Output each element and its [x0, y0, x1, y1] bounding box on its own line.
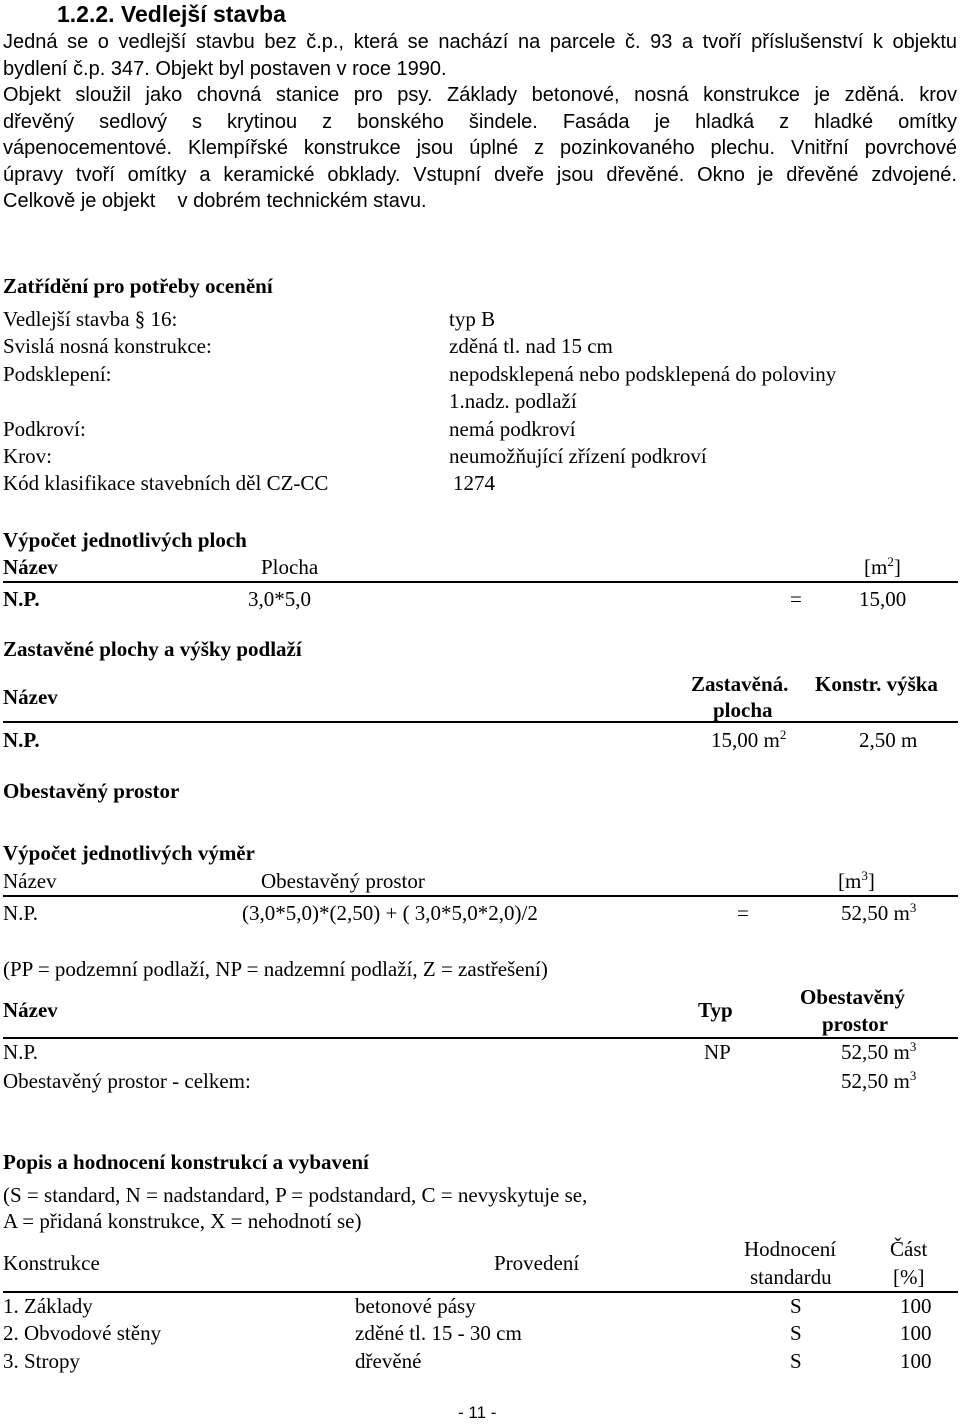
areas-row-formula: 3,0*5,0 [248, 587, 311, 611]
built-title: Zastavěné plochy a výšky podlaží [3, 637, 302, 661]
volume-sum-col-volume: prostor [822, 1012, 889, 1036]
classification-value: zděná tl. nad 15 cm [449, 334, 613, 358]
description-paragraph [3, 29, 957, 215]
table-rule [3, 721, 958, 723]
volume-sum-col-type: Typ [698, 998, 733, 1022]
volume-row-formula: (3,0*5,0)*(2,50) + ( 3,0*5,0*2,0)/2 [242, 901, 538, 925]
volume-total-value: 52,50 $m^3$ [841, 1068, 917, 1093]
paragraph-line: bydlení č.p. 347. Objekt byl postaven v roce 1990. [3, 57, 447, 80]
volume-calc-title: Výpočet jednotlivých výměr [3, 841, 255, 865]
areas-col-name: Název [3, 555, 58, 579]
paragraph-line: vápenocementové. Klempířské konstrukce jsou úplné z pozinkovaného plechu. Vnitřní povrchové [3, 137, 957, 159]
volume-row-value: 52,50 $m^3$ [841, 900, 917, 925]
areas-row-value: 15,00 [859, 587, 907, 611]
areas-col-unit: $[m^2]$ [864, 554, 901, 579]
classification-label: Podkroví: [3, 417, 86, 441]
built-row-area: 15,00 $m^2$ [711, 727, 787, 752]
volume-col-unit: $[m^3]$ [838, 868, 875, 893]
volume-sum-row-value: 52,50 $m^3$ [841, 1039, 917, 1064]
built-col-height: Konstr. výška [815, 672, 938, 696]
construction-share: 100 [900, 1294, 932, 1318]
classification-value: typ B [449, 307, 496, 331]
volume-total-label: Obestavěný prostor - celkem: [3, 1069, 251, 1093]
construction-execution: dřevěné [355, 1349, 422, 1373]
construction-execution: betonové pásy [355, 1294, 476, 1318]
areas-title: Výpočet jednotlivých ploch [3, 528, 247, 552]
volume-col-name: Název [3, 869, 57, 893]
classification-label: Vedlejší stavba § 16: [3, 307, 178, 331]
paragraph-line: Objekt sloužil jako chovná stanice pro psy. Základy betonové, nosná konstrukce je zděná. krov [3, 84, 957, 106]
construction-rating: S [790, 1294, 802, 1318]
construction-execution: zděné tl. 15 - 30 cm [355, 1321, 522, 1345]
built-col-area: plocha [713, 698, 773, 722]
construction-name: 1. Základy [3, 1294, 93, 1318]
volume-row-name: N.P. [3, 901, 39, 925]
construction-rating: S [790, 1349, 802, 1373]
classification-label: Kód klasifikace stavebních děl CZ-CC [3, 471, 329, 495]
built-row-name: N.P. [3, 728, 40, 752]
page-number: - 11 - [458, 1403, 497, 1422]
construction-name: 3. Stropy [3, 1349, 81, 1373]
table-rule [3, 1291, 958, 1293]
areas-row-name: N.P. [3, 587, 40, 611]
construction-name: 2. Obvodové stěny [3, 1321, 162, 1345]
classification-label: Svislá nosná konstrukce: [3, 334, 212, 358]
constructions-col-rating: Hodnocení [744, 1237, 837, 1261]
volume-legend: (PP = podzemní podlaží, NP = nadzemní podlaží, Z = zastřešení) [3, 957, 548, 981]
constructions-col-share: [%] [893, 1265, 925, 1289]
volume-sum-col-volume: Obestavěný [800, 985, 905, 1009]
table-rule [3, 581, 958, 583]
built-col-name: Název [3, 685, 58, 709]
table-rule [3, 1037, 958, 1039]
classification-value: nepodsklepená nebo podsklepená do poloviny [449, 362, 837, 386]
volume-sum-row-name: N.P. [3, 1040, 39, 1064]
volume-sum-col-name: Název [3, 998, 58, 1022]
volume-col-volume: Obestavěný prostor [261, 869, 425, 893]
areas-col-area: Plocha [261, 555, 319, 579]
paragraph-line: Celkově je objekt v dobrém technickém stavu. [3, 190, 427, 212]
paragraph-line: úpravy tvoří omítky a keramické obklady. Vstupní dveře jsou dřevěné. Okno je dřevěné zdvojené. [3, 163, 957, 186]
classification-label: Podsklepení: [3, 362, 112, 386]
areas-row-eq: = [790, 587, 802, 611]
constructions-title: Popis a hodnocení konstrukcí a vybavení [3, 1150, 369, 1174]
classification-label: Krov: [3, 444, 52, 468]
constructions-col-execution: Provedení [494, 1251, 580, 1275]
volume-sum-row-type: NP [704, 1040, 731, 1064]
classification-title: Zatřídění pro potřeby ocenění [3, 274, 273, 298]
volume-title: Obestavěný prostor [3, 779, 180, 803]
construction-share: 100 [900, 1349, 932, 1373]
construction-rating: S [790, 1321, 802, 1345]
paragraph-line: Jedná se o vedlejší stavbu bez č.p., která se nachází na parcele č. 93 a tvoří příslušenství k objektu [3, 31, 957, 53]
constructions-col-rating: standardu [750, 1265, 832, 1289]
constructions-legend: (S = standard, N = nadstandard, P = podstandard, C = nevyskytuje se, [3, 1183, 588, 1207]
built-col-area: Zastavěná. [691, 672, 789, 696]
constructions-col-share: Část [890, 1237, 928, 1261]
construction-share: 100 [900, 1321, 932, 1345]
built-row-height: 2,50 m [859, 728, 918, 752]
classification-value: 1274 [453, 471, 495, 495]
section-heading: 1.2.2. Vedlejší stavba [57, 1, 286, 27]
constructions-col-name: Konstrukce [3, 1251, 100, 1275]
classification-value: 1.nadz. podlaží [449, 389, 577, 413]
classification-value: nemá podkroví [449, 417, 576, 441]
volume-row-eq: = [737, 901, 749, 925]
paragraph-line: dřevěný sedlový s krytinou z bonského šindele. Fasáda je hladká z hladké omítky [3, 110, 957, 133]
classification-value: neumožňující zřízení podkroví [449, 444, 707, 468]
table-rule [3, 895, 958, 897]
constructions-legend: A = přidaná konstrukce, X = nehodnotí se) [3, 1209, 362, 1233]
